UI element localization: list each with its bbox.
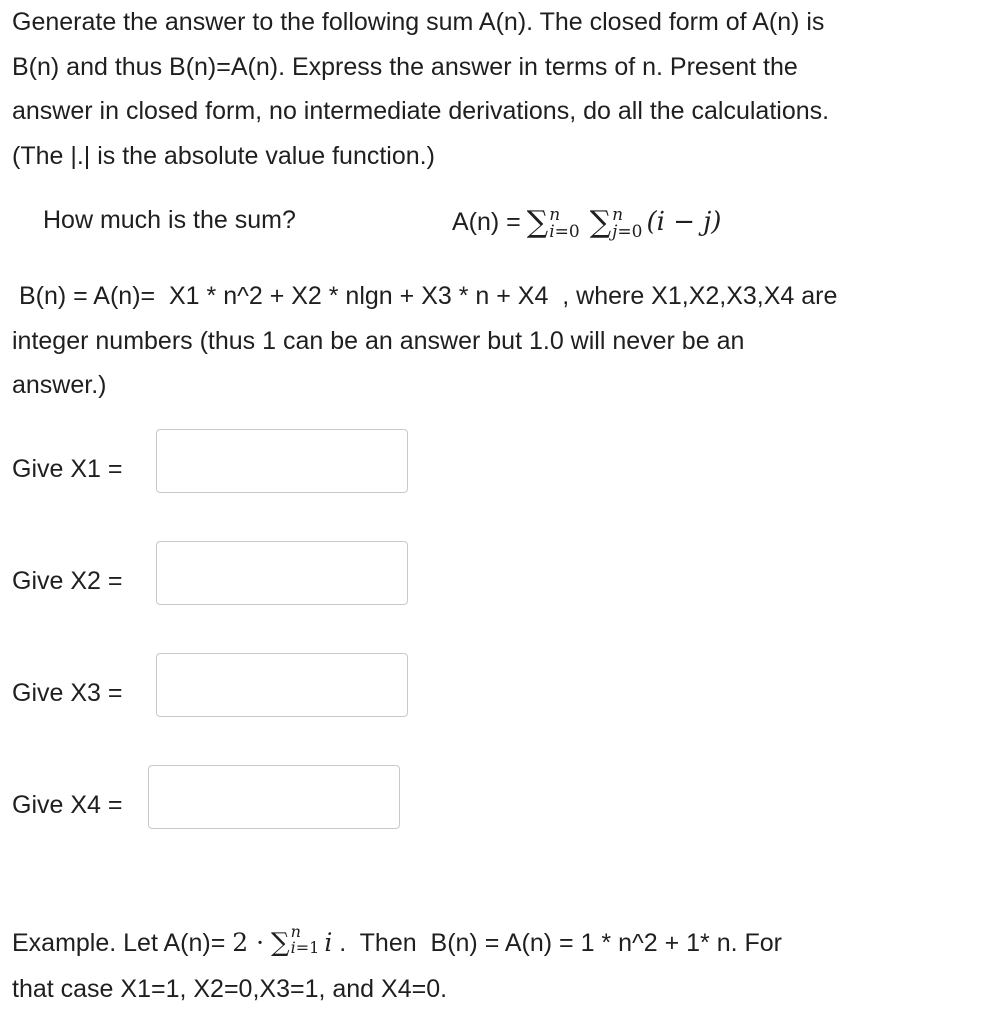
sum-expression: (i − j) [646, 207, 722, 237]
sum-lower-inner-rest: =0 [617, 222, 643, 242]
example-sum-term: i [324, 928, 333, 957]
answer-row-x3 [0, 652, 1001, 722]
answer-label-x3: Give X3 = [12, 679, 123, 707]
answer-input-x1[interactable] [156, 429, 408, 493]
example-coefficient: 2 · [232, 928, 265, 957]
answer-row-x1 [0, 428, 1001, 498]
sum-upper-inner: n [612, 205, 624, 225]
answer-input-x2[interactable] [156, 541, 408, 605]
bn-paragraph [12, 274, 987, 408]
sum-limits-outer [549, 207, 580, 241]
example-prefix: Example. Let A(n)= [12, 929, 233, 957]
example-line-2: that case X1=1, X2=0,X3=1, and X4=0. [12, 975, 448, 1003]
sum-index-i: i [549, 222, 555, 242]
example-sum-lower-var: i [290, 938, 296, 958]
sum-upper-outer: n [549, 205, 561, 225]
question-row [0, 198, 1001, 248]
example-sum-lower-rest: =1 [295, 938, 320, 958]
bn-line-2: integer numbers (thus 1 can be an answer but 1.0 will never be an [12, 326, 745, 355]
formula-lhs: A(n) = [452, 207, 521, 236]
sum-limits-inner [612, 207, 642, 241]
sum-symbol-outer: ∑ [526, 204, 549, 240]
intro-paragraph [12, 0, 987, 178]
example-paragraph [12, 920, 987, 1012]
intro-line-4: (The |.| is the absolute value function.) [12, 141, 435, 170]
answer-row-x2 [0, 540, 1001, 610]
example-sum-upper: n [290, 922, 301, 942]
example-sum-symbol: ∑ [271, 928, 290, 958]
answer-label-x4: Give X4 = [12, 791, 123, 819]
question-label: How much is the sum? [43, 206, 296, 234]
example-line-1 [12, 920, 987, 966]
answer-input-x3[interactable] [156, 653, 408, 717]
answer-label-x1: Give X1 = [12, 455, 123, 483]
answer-input-x4[interactable] [148, 765, 400, 829]
sum-index-j: j [612, 222, 618, 242]
example-sum-limits [291, 924, 320, 956]
sum-symbol-inner: ∑ [589, 204, 612, 240]
intro-line-1: Generate the answer to the following sum A(n). The closed form of A(n) is [12, 8, 825, 36]
example-suffix: . Then B(n) = A(n) = 1 * n^2 + 1* n. For [332, 929, 783, 957]
intro-line-3: answer in closed form, no intermediate derivations, do all the calculations. [12, 97, 830, 125]
answer-row-x4 [0, 764, 1001, 834]
example-sum-lower [291, 940, 320, 956]
sum-lower-inner [612, 224, 642, 241]
sum-lower-outer [549, 224, 580, 241]
sum-formula [452, 200, 721, 244]
answer-label-x2: Give X2 = [12, 567, 123, 595]
bn-line-1: B(n) = A(n)= X1 * n^2 + X2 * nlgn + X3 * n + X4 , where X1,X2,X3,X4 are [12, 282, 838, 310]
intro-line-2: B(n) and thus B(n)=A(n). Express the answer in terms of n. Present the [12, 52, 798, 81]
sum-lower-outer-rest: =0 [554, 222, 580, 242]
bn-line-3: answer.) [12, 371, 107, 399]
